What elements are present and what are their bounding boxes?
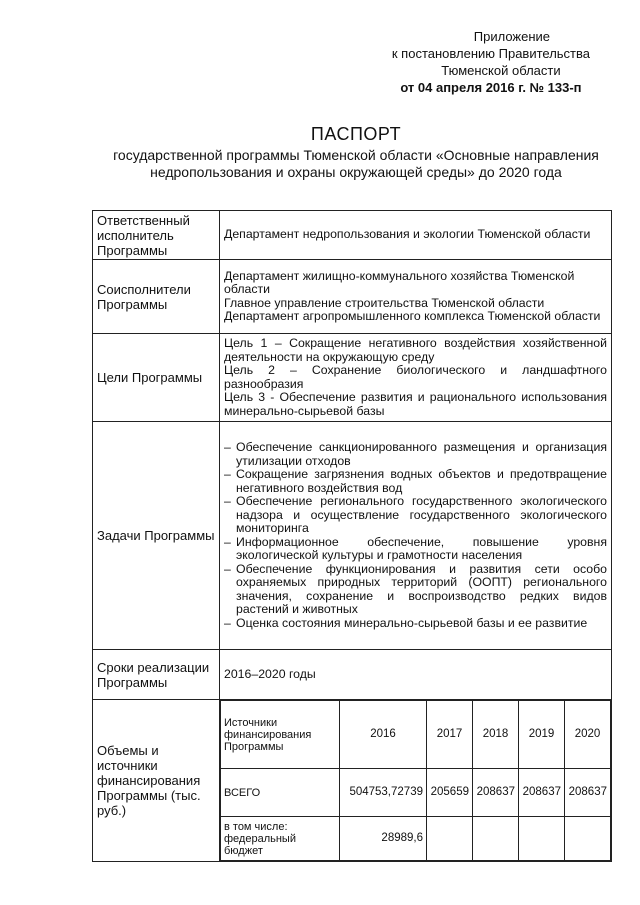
- finance-federal-value: [565, 817, 611, 861]
- value-goals: [220, 334, 612, 422]
- appendix-region: Тюменской области: [441, 63, 561, 78]
- finance-total-label: ВСЕГО: [221, 769, 340, 817]
- label-responsible: Ответственный исполнитель Программы: [93, 211, 220, 260]
- row-responsible: [93, 211, 612, 260]
- task-item: – Информационное обеспечение, повышение уровня экологической культуры и грамотности населения: [224, 536, 607, 563]
- finance-header-row: [221, 701, 611, 769]
- finance-header-year: 2016: [340, 701, 427, 769]
- finance-header-year: 2017: [427, 701, 473, 769]
- page-title: ПАСПОРТ: [310, 124, 402, 144]
- value-tasks: [220, 422, 612, 650]
- value-terms: 2016–2020 годы: [220, 650, 612, 700]
- finance-federal-row: [221, 817, 611, 861]
- page-subtitle: государственной программы Тюменской области «Основные направления недропользования и охраны окружающей среды» до 2020 года: [113, 147, 599, 180]
- label-finance: Объемы и источники финансирования Программы (тыс. руб.): [93, 700, 220, 862]
- finance-header-year: 2018: [473, 701, 519, 769]
- label-tasks: Задачи Программы: [93, 422, 220, 650]
- task-item: – Обеспечение регионального государственного экологического надзора и осуществление государственного экологического мониторинга: [224, 495, 607, 536]
- finance-total-value: 208637: [473, 769, 519, 817]
- task-item: – Обеспечение санкционированного размещения и организация утилизации отходов: [224, 441, 607, 468]
- title-block: [96, 124, 616, 181]
- finance-federal-value: [519, 817, 565, 861]
- task-item: – Сокращение загрязнения водных объектов и предотвращение негативного воздействия вод: [224, 468, 607, 495]
- goal-item: Цель 1 – Сокращение негативного воздействия хозяйственной деятельности на окружающую среду: [224, 336, 607, 364]
- finance-federal-label: в том числе: федеральный бюджет: [221, 817, 340, 861]
- finance-total-value: 504753,72739: [340, 769, 427, 817]
- row-goals: [93, 334, 612, 422]
- finance-total-row: [221, 769, 611, 817]
- row-coexecutors: [93, 260, 612, 334]
- coexecutor-item: Главное управление строительства Тюменской области: [224, 295, 545, 310]
- coexecutor-item: Департамент жилищно-коммунального хозяйства Тюменской области: [224, 268, 575, 296]
- label-goals: Цели Программы: [93, 334, 220, 422]
- finance-federal-value: 28989,6: [340, 817, 427, 861]
- finance-table: [220, 700, 611, 861]
- finance-total-value: 205659: [427, 769, 473, 817]
- goal-item: Цель 2 – Сохранение биологического и ландшафтного разнообразия: [224, 363, 607, 391]
- passport-table: [92, 210, 612, 862]
- appendix-decree: к постановлению Правительства: [391, 46, 590, 61]
- label-terms: Сроки реализации Программы: [93, 650, 220, 700]
- row-tasks: [93, 422, 612, 650]
- finance-federal-value: [427, 817, 473, 861]
- task-item: – Обеспечение функционирования и развития сети особо охраняемых природных территорий (ООПТ) регионального значения, сохранение и воспроизводство редких видов растений и животных: [224, 563, 607, 617]
- row-finance: [93, 700, 612, 862]
- value-coexecutors: [220, 260, 612, 334]
- tasks-list: [224, 441, 607, 630]
- value-responsible: Департамент недропользования и экологии Тюменской области: [220, 211, 612, 260]
- finance-header-year: 2020: [565, 701, 611, 769]
- value-finance: [220, 700, 612, 862]
- task-item: – Оценка состояния минерально-сырьевой базы и ее развитие: [224, 617, 607, 631]
- goal-item: Цель 3 - Обеспечение развития и рационального использования минерально-сырьевой базы: [224, 390, 607, 418]
- finance-header-source: Источники финансирования Программы: [221, 701, 340, 769]
- finance-total-value: 208637: [519, 769, 565, 817]
- finance-header-year: 2019: [519, 701, 565, 769]
- label-coexecutors: Соисполнители Программы: [93, 260, 220, 334]
- finance-total-value: 208637: [565, 769, 611, 817]
- finance-federal-value: [473, 817, 519, 861]
- appendix-date-number: от 04 апреля 2016 г. № 133-п: [400, 80, 582, 95]
- row-terms: [93, 650, 612, 700]
- appendix-header: [392, 28, 590, 96]
- appendix-title: Приложение: [473, 29, 550, 44]
- coexecutor-item: Департамент агропромышленного комплекса Тюменской области: [224, 309, 601, 323]
